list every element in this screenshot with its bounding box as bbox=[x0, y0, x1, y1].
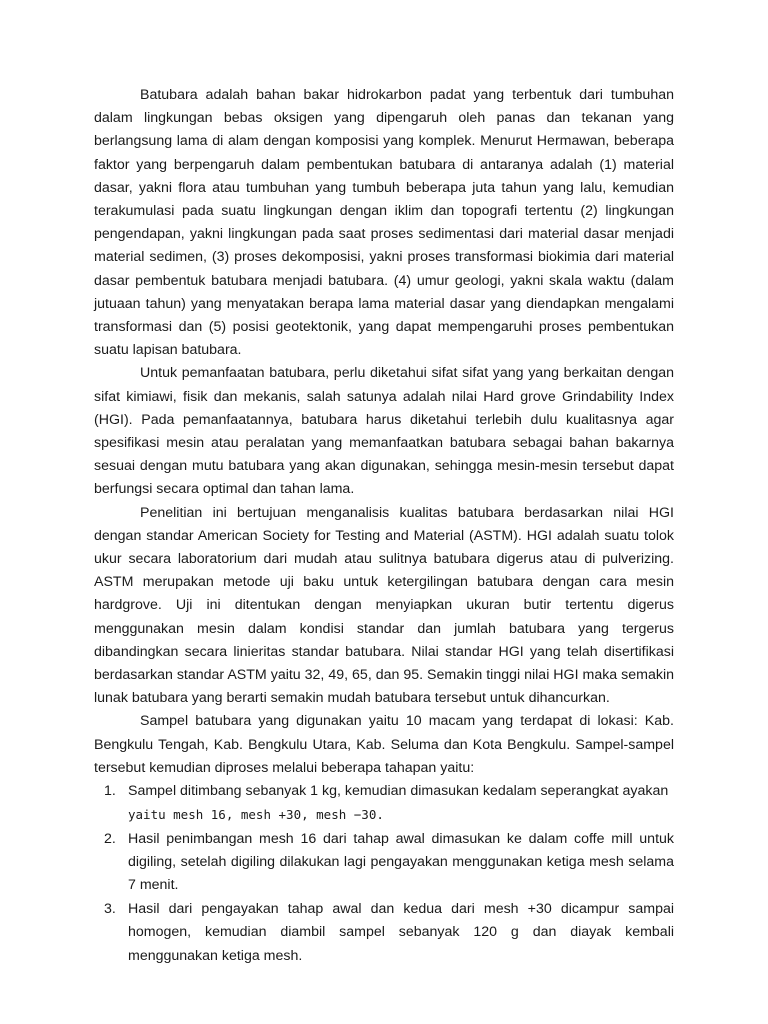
paragraph-1: Batubara adalah bahan bakar hidrokarbon padat yang terbentuk dari tumbuhan dalam lingkungan bebas oksigen yang dipengaruh oleh panas dan tekanan yang berlangsung lama di alam dengan komposisi yang komplek. Menurut Hermawan, beberapa faktor yang berpengaruh dalam pembentukan batubara di antaranya adalah (1) material dasar, yakni flora atau tumbuhan yang tumbuh beberapa juta tahun yang lalu, kemudian terakumulasi pada suatu lingkungan dengan iklim dan topografi tertentu (2) lingkungan pengendapan, yakni lingkungan pada saat proses sedimentasi dari material dasar menjadi material sedimen, (3) proses dekomposisi, yakni proses transformasi biokimia dari material dasar pembentuk batubara menjadi batubara. (4) umur geologi, yakni skala waktu (dalam jutuaan tahun) yang menyatakan berapa lama material dasar yang diendapkan mengalami transformasi dan (5) posisi geotektonik, yang dapat mempengaruhi proses pembentukan suatu lapisan batubara. bbox=[94, 87, 674, 359]
list-item bbox=[94, 898, 674, 968]
step-mesh-text: yaitu mesh 16, mesh +30, mesh −30. bbox=[128, 807, 384, 823]
step-number: 3. bbox=[104, 901, 116, 918]
steps-list bbox=[94, 780, 674, 968]
step-text: Hasil dari pengayakan tahap awal dan kedua dari mesh +30 dicampur sampai homogen, kemudian diambil sampel sebanyak 120 g dan diayak kembali menggunakan ketiga mesh. bbox=[128, 901, 674, 964]
paragraph-2: Untuk pemanfaatan batubara, perlu diketahui sifat sifat yang yang berkaitan dengan sifat kimiawi, fisik dan mekanis, salah satunya adalah nilai Hard grove Grindability Index (HGI). Pada pemanfaatannya, batubara harus diketahui terlebih dulu kualitasnya agar spesifikasi mesin atau peralatan yang memanfaatkan batubara sebagai bahan bakarnya sesuai dengan mutu batubara yang akan digunakan, sehingga mesin-mesin tersebut dapat berfungsi secara optimal dan tahan lama. bbox=[94, 365, 674, 498]
list-item bbox=[94, 780, 674, 826]
list-item bbox=[94, 828, 674, 898]
step-text: Sampel ditimbang sebanyak 1 kg, kemudian dimasukan kedalam seperangkat ayakan bbox=[128, 783, 669, 800]
step-text: Hasil penimbangan mesh 16 dari tahap awal dimasukan ke dalam coffe mill untuk digiling, setelah digiling dilakukan lagi pengayakan menggunakan ketiga mesh selama 7 menit. bbox=[128, 830, 674, 893]
paragraph-4: Sampel batubara yang digunakan yaitu 10 macam yang terdapat di lokasi: Kab. Bengkulu Tengah, Kab. Bengkulu Utara, Kab. Seluma dan Kota Bengkulu. Sampel-sampel tersebut kemudian diproses melalui beberapa tahapan yaitu: bbox=[94, 713, 674, 776]
step-number: 1. bbox=[104, 783, 116, 800]
step-number: 2. bbox=[104, 830, 116, 847]
paragraph-3: Penelitian ini bertujuan menganalisis kualitas batubara berdasarkan nilai HGI dengan standar American Society for Testing and Material (ASTM). HGI adalah suatu tolok ukur secara laboratorium dari mudah atau sulitnya batubara digerus atau di pulverizing. ASTM merupakan metode uji baku untuk ketergilingan batubara dengan cara mesin hardgrove. Uji ini ditentukan dengan menyiapkan ukuran butir tertentu digerus menggunakan mesin dalam kondisi standar dan jumlah batubara yang tergerus dibandingkan secara linieritas standar batubara. Nilai standar HGI yang telah disertifikasi berdasarkan standar ASTM yaitu 32, 49, 65, dan 95. Semakin tinggi nilai HGI maka semakin lunak batubara yang berarti semakin mudah batubara tersebut untuk dihancurkan. bbox=[94, 504, 674, 707]
